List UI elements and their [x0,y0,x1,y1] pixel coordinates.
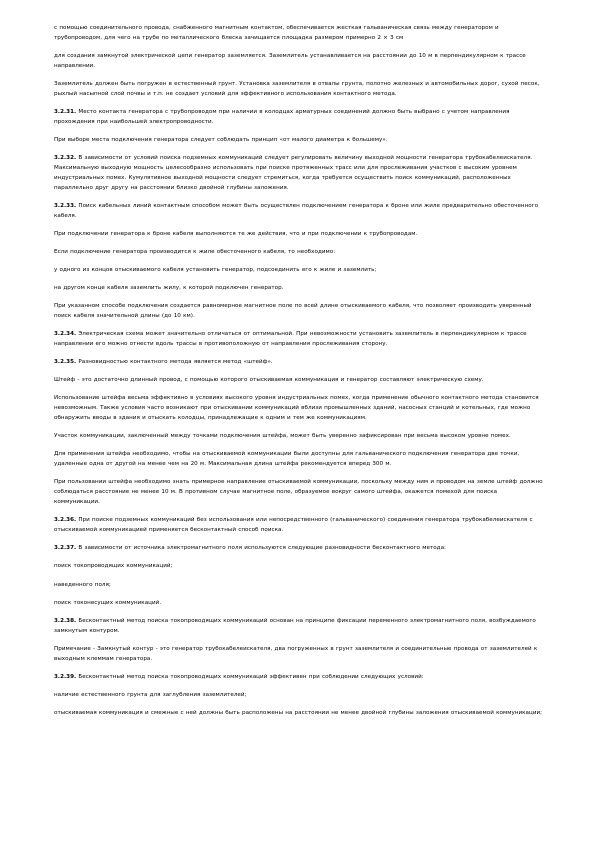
paragraph: 3.2.39. Бесконтактный метод поиска токопроводящих коммуникаций эффективен при соблюдении следующих условий: [54,673,424,680]
paragraph: 3.2.34. Электрическая схема может значительно отличаться от оптимальной. При невозможности установить заземлитель в перпендикулярном к трассе направлении его можно отнести вдоль трассы в противоположную от направления прослеживания сторону. [54,331,527,348]
paragraph: 3.2.36. При поиске подземных коммуникаций без использования или непосредственного (гальванического) соединения генератора трубокабелеискателя с отыскиваемой коммуникацией применяется бесконтактный способ поиска. [54,517,533,534]
paragraph: 3.2.38. Бесконтактный метод поиска токопроводящих коммуникаций основан на принципе фиксации переменного электромагнитного поля, возбуждаемого замкнутым контуром. [54,617,536,634]
paragraph: 3.2.31. Место контакта генератора с трубопроводом при наличии в колодцах арматурных соединений должно быть выбрано с учетом направления прохождения при наибольшей электропроводности. [54,109,510,125]
paragraph: наличие естественного грунта для заглубления заземлителей; [54,691,247,698]
paragraph: с помощью соединительного провода, снабженного магнитным контактом, обеспечивается жесткая гальваническая связь между генератором и трубопроводом, для чего на трубе по металлического блеска зачищается площадка размером примерно 2 × 3 см [54,25,499,41]
paragraph: Если подключение генератора производится к жиле обесточенного кабеля, то необходимо: [54,249,336,255]
paragraph: При подключении генератора к броне кабеля выполняются те же действия, что и при подключении к трубопроводам. [54,230,418,237]
paragraph: Для применения штейфа необходимо, чтобы на отыскиваемой коммуникации были доступны для гальванического подключения генератора две точки, удаленные одна от другой на менее чем на 20 м. Максимальная длина штейфа рекомендуется вперед 300 м. [54,451,520,468]
paragraph: При пользовании штейфа необходимо знать примерное направление отыскиваемой коммуникации, поскольку между ним и проводом на земле штейф должно соблюдаться расстояние не менее 10 м. В противном случае магнитное поле, образуемое вокруг самого штейфа, окажется помехой для поиска коммуникации. [54,479,543,506]
paragraph: При выборе места подключения генератора следует соблюдать принцип «от малого диаметра к большему». [54,137,388,143]
paragraph: для создания замкнутой электрической цепи генератор заземляется. Заземлитель устанавливается на расстоянии до 10 м в перпендикулярном к трассе направлении. [54,53,526,69]
paragraph: 3.2.35. Разновидностью контактного метода является метод «штейф». [54,359,273,366]
paragraph: на другом конце кабеля заземлить жилу, к которой подключен генератор. [54,285,284,292]
paragraph: поиск токонесущих коммуникаций. [54,599,162,606]
paragraph: Использование штейфа весьма эффективно в условиях высокого уровня индустриальных помех, когда применение обычного контактного метода становится невозможным. Также условия часто возникают при отыскивании коммуникаций вблизи промышленных зданий, насосных станций и котельных, где можно обнаружить вводы в здания и отыскать колодцы, принадлежащие к одним и тем же коммуникациям. [54,395,539,422]
paragraph: При указанном способе подключения создается равномерное магнитное поле по всей длине отыскиваемого кабеля, что позволяет производить уверенный поиск кабеля значительной длины (до 10 км). [54,303,532,320]
paragraph: 3.2.33. Поиск кабельных линий контактным способом может быть осуществлен подключением генератора к броне или жиле предварительно обесточенного кабеля. [54,202,539,219]
paragraph: 3.2.37. В зависимости от источника электромагнитного поля используются следующие разновидности бесконтактного метода: [54,545,446,552]
paragraph: Штейф - это достаточно длинный провод, с помощью которого отыскиваемая коммуникация и генератор составляют электрическую схему. [54,377,484,384]
paragraph: 3.2.32. В зависимости от условий поиска подземных коммуникаций следует регулировать величину выходной мощности генератора трубокабелеискателя. Максимальную выходную мощность целесообразно использовать при поиске протяженных трасс или для прослеживания участков с высоким уровнем индустриальных помех. Кумулятивное выходной мощности следует стремиться, когда требуется осуществить поиск коммуникаций, расположенных параллельно друг другу на расстоянии близко двойной глубины заложения. [54,155,533,191]
paragraph: у одного из концов отыскиваемого кабеля установить генератор, подсоединить его к жиле и заземлить; [54,267,377,274]
paragraph: наведенного поля; [54,581,111,588]
paragraph: Участок коммуникации, заключенный между точками подключения штейфа, может быть уверенно зафиксирован при весьма высоком уровне помех. [54,433,511,440]
paragraph: отыскиваемая коммуникация и смежные с ней должны быть расположены на расстоянии не менее двойной глубины заложения отыскиваемой коммуникации; [54,709,543,716]
paragraph: Заземлитель должен быть погружен в естественный грунт. Установка заземлителя в отвалы грунта, полотно железных и автомобильных дорог, сухой песок, рыхлый насыпной слой почвы и т.п. не создает условий для эффективного использования контактного метода. [54,81,540,97]
paragraph: Примечание - Замкнутый контур - это генератор трубокабелеискателя, два погруженных в грунт заземлителя и соединительные провода от заземлителей к выходным клеммам генератора. [54,645,538,662]
paragraph: поиск токопроводящих коммуникаций; [54,563,173,570]
